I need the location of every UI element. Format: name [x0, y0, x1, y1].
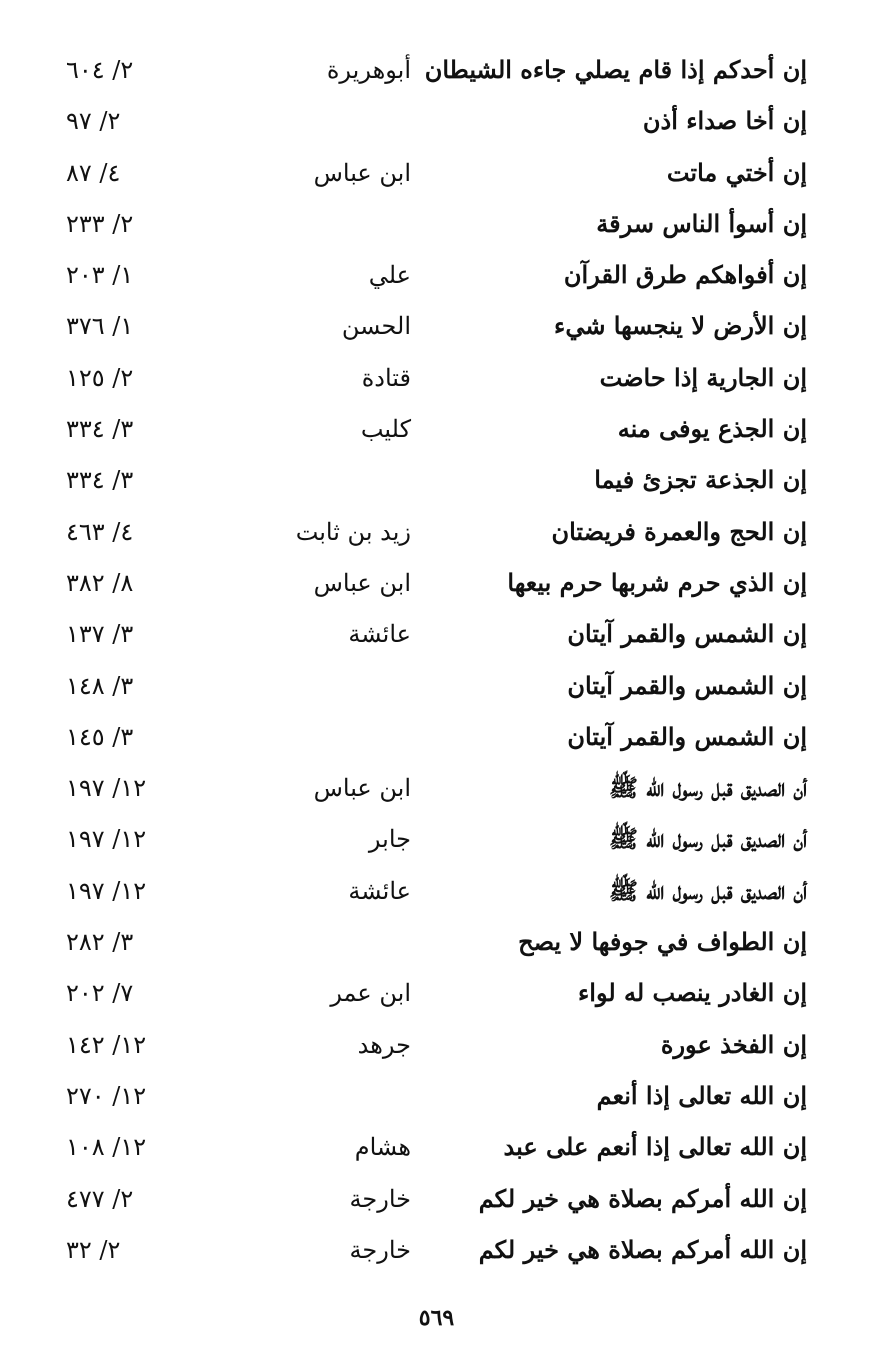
- index-row: [0, 302, 873, 353]
- volume-page-reference: ١٢/ ١٩٧: [66, 825, 147, 854]
- narrator-name: أبوهريرة: [326, 56, 411, 84]
- hadith-text: إن الحج والعمرة فريضتان: [551, 516, 807, 546]
- index-row: [0, 969, 873, 1020]
- hadith-text: إن الأرض لا ينجسها شيء: [554, 311, 807, 341]
- narrator-name: هشام: [354, 1133, 411, 1162]
- volume-page-reference: ٣/ ١٤٨: [66, 671, 134, 700]
- volume-page-reference: ١/ ٣٧٦: [66, 312, 134, 341]
- hadith-text: إن أفواهكم طرق القرآن: [563, 260, 807, 290]
- index-row: [0, 918, 873, 969]
- index-row: [0, 1123, 873, 1174]
- hadith-text: إن أختي ماتت: [666, 157, 807, 187]
- hadith-text: إن الشمس والقمر آيتان: [567, 670, 807, 700]
- volume-page-reference: ٢/ ٣٢: [66, 1235, 121, 1264]
- hadith-text: إن الشمس والقمر آيتان: [567, 619, 807, 649]
- index-row: [0, 867, 873, 918]
- hadith-text: أن الصديق قبل رسول الله ﷺ: [608, 824, 807, 854]
- hadith-text: إن الطواف في جوفها لا يصح: [518, 927, 807, 957]
- volume-page-reference: ١٢/ ١٤٢: [66, 1030, 147, 1059]
- hadith-text: إن الفخذ عورة: [660, 1029, 807, 1059]
- narrator-name: جابر: [368, 825, 411, 854]
- page-number: ٥٦٩: [418, 1305, 455, 1331]
- hadith-text: إن الغادر ينصب له لواء: [577, 978, 807, 1008]
- hadith-index-table: [0, 46, 873, 1277]
- hadith-text: إن الله أمركم بصلاة هي خير لكم: [478, 1234, 807, 1264]
- hadith-text: إن أخا صداء أذن: [642, 106, 807, 136]
- narrator-name: ابن عباس: [313, 158, 411, 187]
- index-row: [0, 713, 873, 764]
- volume-page-reference: ٨/ ٣٨٢: [66, 568, 134, 597]
- volume-page-reference: ٧/ ٢٠٢: [66, 979, 134, 1008]
- narrator-name: ابن عباس: [313, 774, 411, 803]
- narrator-name: عائشة: [348, 876, 411, 905]
- hadith-text: إن أسوأ الناس سرقة: [596, 208, 807, 238]
- hadith-text: إن الله تعالى إذا أنعم على عبد: [503, 1132, 807, 1162]
- narrator-name: الحسن: [341, 312, 411, 341]
- narrator-name: جرهد: [357, 1030, 411, 1059]
- narrator-name: ابن عباس: [313, 568, 411, 597]
- index-row: [0, 456, 873, 507]
- index-row: [0, 46, 873, 97]
- volume-page-reference: ٣/ ٣٣٤: [66, 415, 134, 444]
- index-row: [0, 1021, 873, 1072]
- index-row: [0, 508, 873, 559]
- volume-page-reference: ٢/ ٢٣٣: [66, 209, 134, 238]
- volume-page-reference: ٣/ ٢٨٢: [66, 928, 134, 957]
- index-row: [0, 559, 873, 610]
- index-row: [0, 200, 873, 251]
- volume-page-reference: ٤/ ٨٧: [66, 158, 121, 187]
- narrator-name: زيد بن ثابت: [295, 517, 411, 546]
- index-row: [0, 662, 873, 713]
- hadith-text: إن الجذع يوفى منه: [617, 414, 807, 444]
- volume-page-reference: ٣/ ١٤٥: [66, 722, 134, 751]
- narrator-name: ابن عمر: [330, 979, 411, 1008]
- hadith-text: إن الله أمركم بصلاة هي خير لكم: [478, 1183, 807, 1213]
- volume-page-reference: ٣/ ٣٣٤: [66, 466, 134, 495]
- volume-page-reference: ١٢/ ١٠٨: [66, 1133, 147, 1162]
- index-row: [0, 149, 873, 200]
- index-row: [0, 815, 873, 866]
- hadith-text: أن الصديق قبل رسول الله ﷺ: [608, 773, 807, 803]
- hadith-text: إن الله تعالى إذا أنعم: [596, 1080, 807, 1110]
- index-row: [0, 354, 873, 405]
- index-row: [0, 1072, 873, 1123]
- hadith-text: إن الذي حرم شربها حرم بيعها: [507, 567, 807, 597]
- index-row: [0, 405, 873, 456]
- hadith-text: إن الشمس والقمر آيتان: [567, 721, 807, 751]
- index-row: [0, 251, 873, 302]
- narrator-name: علي: [368, 261, 411, 290]
- index-row: [0, 1175, 873, 1226]
- narrator-name: خارجة: [349, 1184, 411, 1213]
- narrator-name: قتادة: [361, 363, 411, 392]
- volume-page-reference: ٢/ ٤٧٧: [66, 1184, 134, 1213]
- volume-page-reference: ١٢/ ١٩٧: [66, 774, 147, 803]
- hadith-text: إن أحدكم إذا قام يصلي جاءه الشيطان: [424, 55, 807, 84]
- index-row: [0, 610, 873, 661]
- volume-page-reference: ٤/ ٤٦٣: [66, 517, 134, 546]
- volume-page-reference: ٢/ ٩٧: [66, 107, 121, 136]
- index-row: [0, 1226, 873, 1277]
- narrator-name: عائشة: [348, 620, 411, 649]
- index-row: [0, 97, 873, 148]
- volume-page-reference: ١/ ٢٠٣: [66, 261, 134, 290]
- volume-page-reference: ١٢/ ١٩٧: [66, 876, 147, 905]
- narrator-name: خارجة: [349, 1235, 411, 1264]
- hadith-text: أن الصديق قبل رسول الله ﷺ: [608, 875, 807, 905]
- volume-page-reference: ٢/ ٦٠٤: [66, 56, 134, 84]
- volume-page-reference: ١٢/ ٢٧٠: [66, 1081, 147, 1110]
- index-row: [0, 764, 873, 815]
- narrator-name: كليب: [360, 415, 411, 444]
- volume-page-reference: ٣/ ١٣٧: [66, 620, 134, 649]
- hadith-text: إن الجذعة تجزئ فيما: [594, 465, 807, 495]
- hadith-text: إن الجارية إذا حاضت: [599, 362, 807, 392]
- volume-page-reference: ٢/ ١٢٥: [66, 363, 134, 392]
